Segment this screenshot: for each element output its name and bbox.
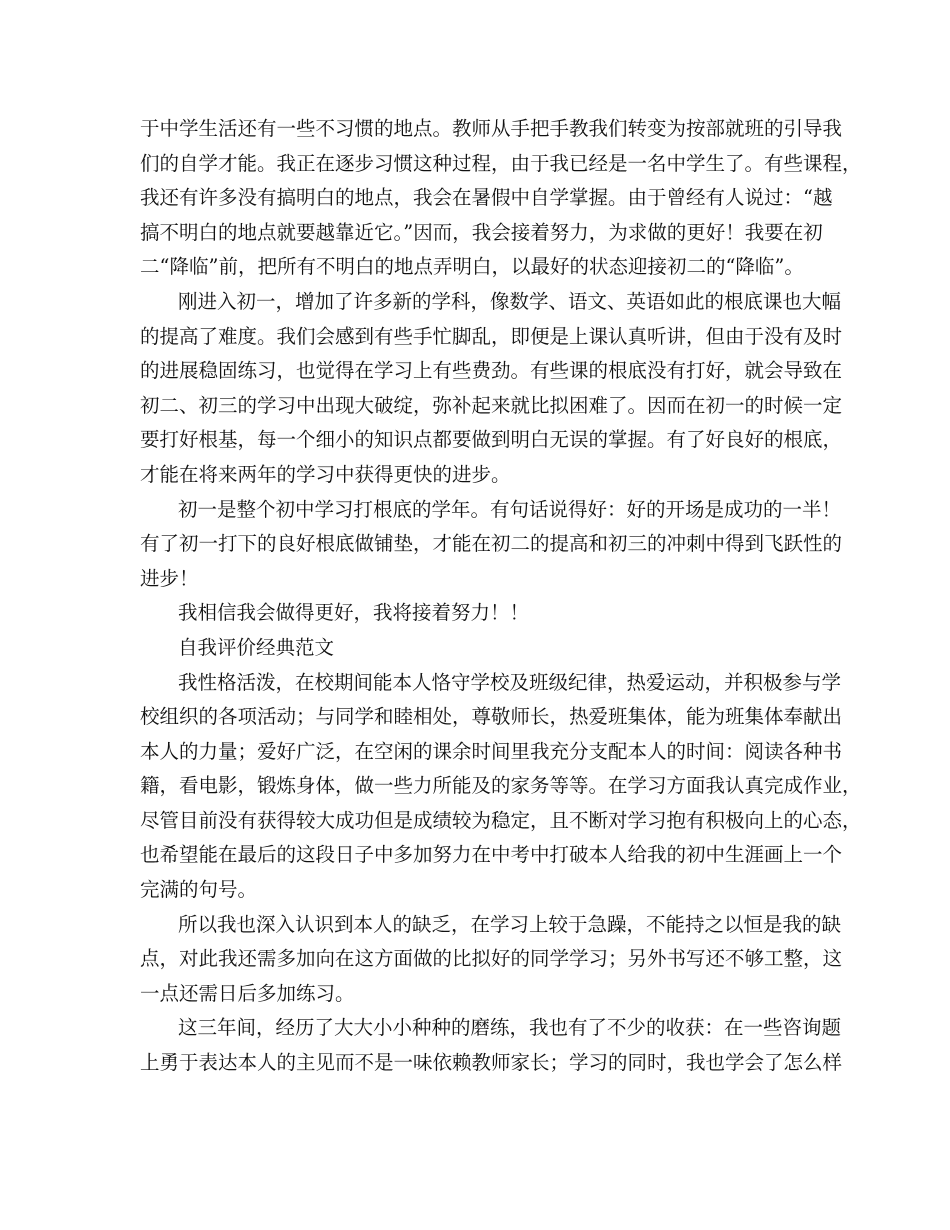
- text-line: 完满的句号。: [140, 878, 258, 902]
- text-line: 我相信我会做得更好，我将接着努力！！: [178, 601, 530, 625]
- text-line: 要打好根基，每一个细小的知识点都要做到明白无误的掌握。有了好良好的根底，: [140, 428, 843, 452]
- text-line: 二“降临”前，把所有不明白的地点弄明白，以最好的状态迎接初二的“降临”。: [140, 255, 804, 279]
- text-line: 自我评价经典范文: [178, 635, 335, 659]
- text-line: 点，对此我还需多加向在这方面做的比拟好的同学学习；另外书写还不够工整，这: [140, 947, 843, 971]
- text-line: 我性格活泼，在校期间能本人恪守学校及班级纪律，热爱运动，并积极参与学: [178, 670, 842, 694]
- text-line: 尽管目前没有获得较大成功但是成绩较为稳定，且不断对学习抱有积极向上的心态，: [140, 808, 862, 832]
- text-line: 也希望能在最后的这段日子中多加努力在中考中打破本人给我的初中生涯画上一个: [140, 843, 843, 867]
- text-line: 初二、初三的学习中出现大破绽，弥补起来就比拟困难了。因而在初一的时候一定: [140, 393, 843, 417]
- text-line: 于中学生活还有一些不习惯的地点。教师从手把手教我们转变为按部就班的引导我: [140, 117, 843, 140]
- text-line: 们的自学才能。我正在逐步习惯这种过程，由于我已经是一名中学生了。有些课程，: [140, 151, 862, 175]
- text-line: 的进展稳固练习，也觉得在学习上有些费劲。有些课的根底没有打好，就会导致在: [140, 359, 843, 383]
- text-line: 这三年间，经历了大大小小种种的磨练，我也有了不少的收获：在一些咨询题: [178, 1016, 842, 1040]
- text-line: 本人的力量；爱好广泛，在空闲的课余时间里我充分支配本人的时间：阅读各种书: [140, 739, 843, 763]
- text-line: 初一是整个初中学习打根底的学年。有句话说得好：好的开场是成功的一半！: [178, 497, 842, 521]
- text-line: 刚进入初一，增加了许多新的学科，像数学、语文、英语如此的根底课也大幅: [178, 289, 842, 313]
- text-line: 搞不明白的地点就要越靠近它。”因而，我会接着努力，为求做的更好！我要在初: [140, 220, 823, 244]
- text-line: 才能在将来两年的学习中获得更快的进步。: [140, 462, 511, 486]
- text-line: 籍，看电影，锻炼身体，做一些力所能及的家务等等。在学习方面我认真完成作业，: [140, 774, 862, 798]
- text-line: 有了初一打下的良好根底做铺垫，才能在初二的提高和初三的冲刺中得到飞跃性的: [140, 532, 843, 556]
- text-line: 进步！: [140, 566, 199, 590]
- text-line: 的提高了难度。我们会感到有些手忙脚乱，即便是上课认真听讲，但由于没有及时: [140, 324, 843, 348]
- text-line: 校组织的各项活动；与同学和睦相处，尊敬师长，热爱班集体，能为班集体奉献出: [140, 705, 843, 729]
- text-line: 我还有许多没有搞明白的地点，我会在暑假中自学掌握。由于曾经有人说过：“越: [140, 186, 833, 210]
- text-line: 一点还需日后多加练习。: [140, 981, 355, 1005]
- document-body: [140, 112, 862, 1081]
- text-line: 上勇于表达本人的主见而不是一味依赖教师家长；学习的同时，我也学会了怎么样: [140, 1051, 843, 1075]
- text-line: 所以我也深入认识到本人的缺乏，在学习上较于急躁，不能持之以恒是我的缺: [178, 912, 842, 936]
